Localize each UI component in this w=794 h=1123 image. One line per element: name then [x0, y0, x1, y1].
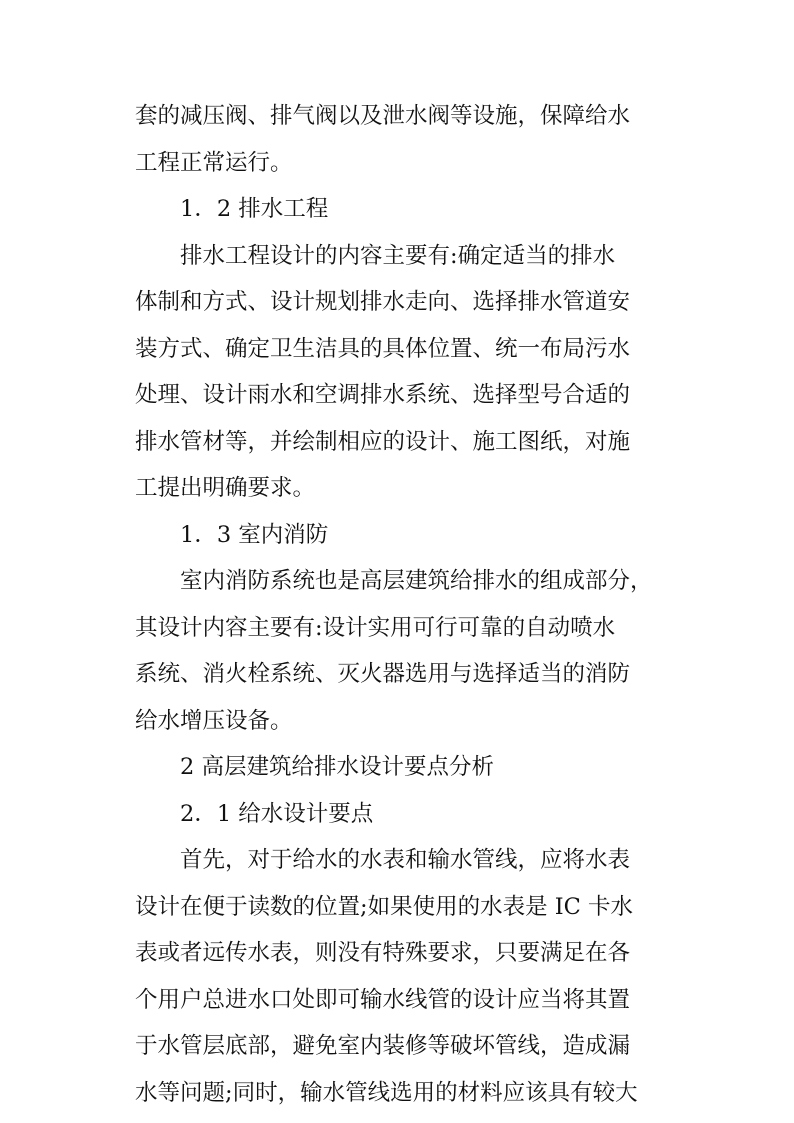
text-line: 工程正常运行。	[135, 149, 293, 176]
text-line: 处理、设计雨水和空调排水系统、选择型号合适的	[135, 382, 631, 408]
text-line: 装方式、确定卫生洁具的具体位置、统一布局污水	[135, 335, 631, 362]
text-line: 排水工程设计的内容主要有:确定适当的排水	[180, 242, 616, 269]
text-line: 工提出明确要求。	[135, 475, 316, 501]
section-heading: 2 高层建筑给排水设计要点分析	[180, 754, 494, 780]
section-heading: 1．2 排水工程	[180, 196, 329, 222]
text-line: 于水管层底部，避免室内装修等破坏管线，造成漏	[135, 1033, 631, 1059]
text-line: 套的减压阀、排气阀以及泄水阀等设施，保障给水	[135, 103, 631, 129]
text-line: 水等问题;同时，输水管线选用的材料应该具有较大	[135, 1079, 638, 1106]
section-heading: 1．3 室内消防	[180, 521, 329, 548]
text-line: 系统、消火栓系统、灭火器选用与选择适当的消防	[135, 661, 631, 687]
body-text	[135, 93, 665, 1116]
section-heading: 2．1 给水设计要点	[180, 800, 374, 827]
text-line: 表或者远传水表，则没有特殊要求，只要满足在各	[135, 940, 631, 966]
text-line: 室内消防系统也是高层建筑给排水的组成部分，	[180, 568, 653, 594]
text-line: 给水增压设备。	[135, 707, 293, 734]
text-line: 排水管材等，并绘制相应的设计、施工图纸，对施	[135, 428, 631, 455]
text-line: 体制和方式、设计规划排水走向、选择排水管道安	[135, 289, 631, 315]
text-line: 设计在便于读数的位置;如果使用的水表是 IC 卡水	[135, 893, 633, 920]
text-line: 首先，对于给水的水表和输水管线，应将水表	[180, 847, 631, 873]
text-line: 其设计内容主要有:设计实用可行可靠的自动喷水	[135, 614, 616, 641]
text-line: 个用户总进水口处即可输水线管的设计应当将其置	[135, 986, 631, 1013]
